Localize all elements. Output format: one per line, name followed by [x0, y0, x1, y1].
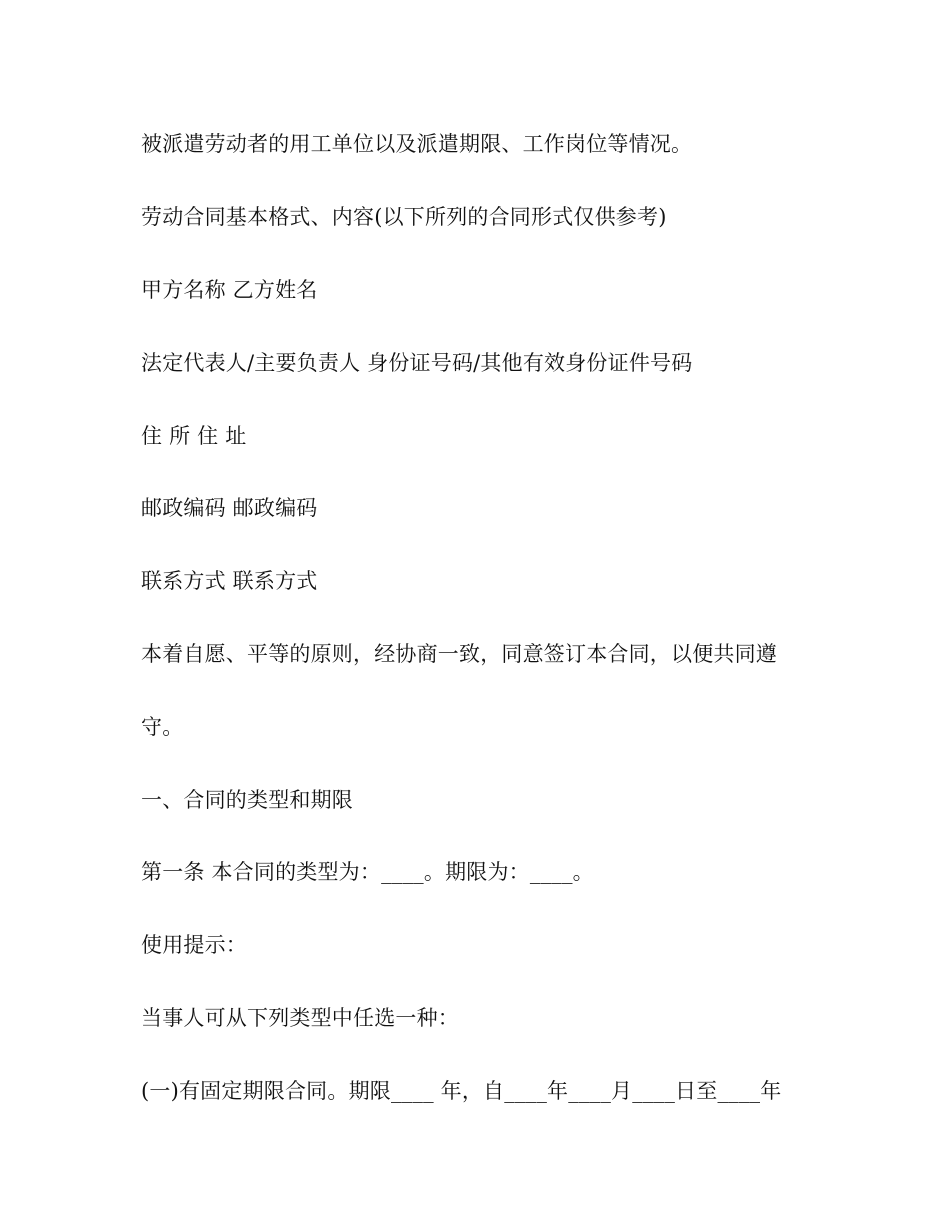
text-line-party-names: 甲方名称 乙方姓名 [141, 278, 318, 302]
text-line-address: 住 所 住 址 [141, 424, 247, 448]
text-line-representative-id: 法定代表人/主要负责人 身份证号码/其他有效身份证件号码 [141, 351, 693, 375]
text-line-contract-format: 劳动合同基本格式、内容(以下所列的合同形式仅供参考) [141, 205, 667, 229]
text-line-principle-cont: 守。 [141, 715, 184, 739]
text-line-usage-tip: 使用提示： [141, 933, 247, 957]
section-heading-contract-type: 一、合同的类型和期限 [141, 788, 353, 812]
text-line-choose-type: 当事人可从下列类型中任选一种： [141, 1006, 459, 1030]
text-line-fixed-term: (一)有固定期限合同。期限____ 年，自____年____月____日至____年 [141, 1079, 782, 1103]
text-line-postal-code: 邮政编码 邮政编码 [141, 496, 318, 520]
text-line-dispatch-info: 被派遣劳动者的用工单位以及派遣期限、工作岗位等情况。 [141, 132, 693, 156]
text-line-contact: 联系方式 联系方式 [141, 569, 318, 593]
text-line-article-one: 第一条 本合同的类型为：____。期限为：____。 [141, 860, 594, 884]
text-line-principle: 本着自愿、平等的原则，经协商一致，同意签订本合同，以便共同遵 [141, 642, 777, 666]
